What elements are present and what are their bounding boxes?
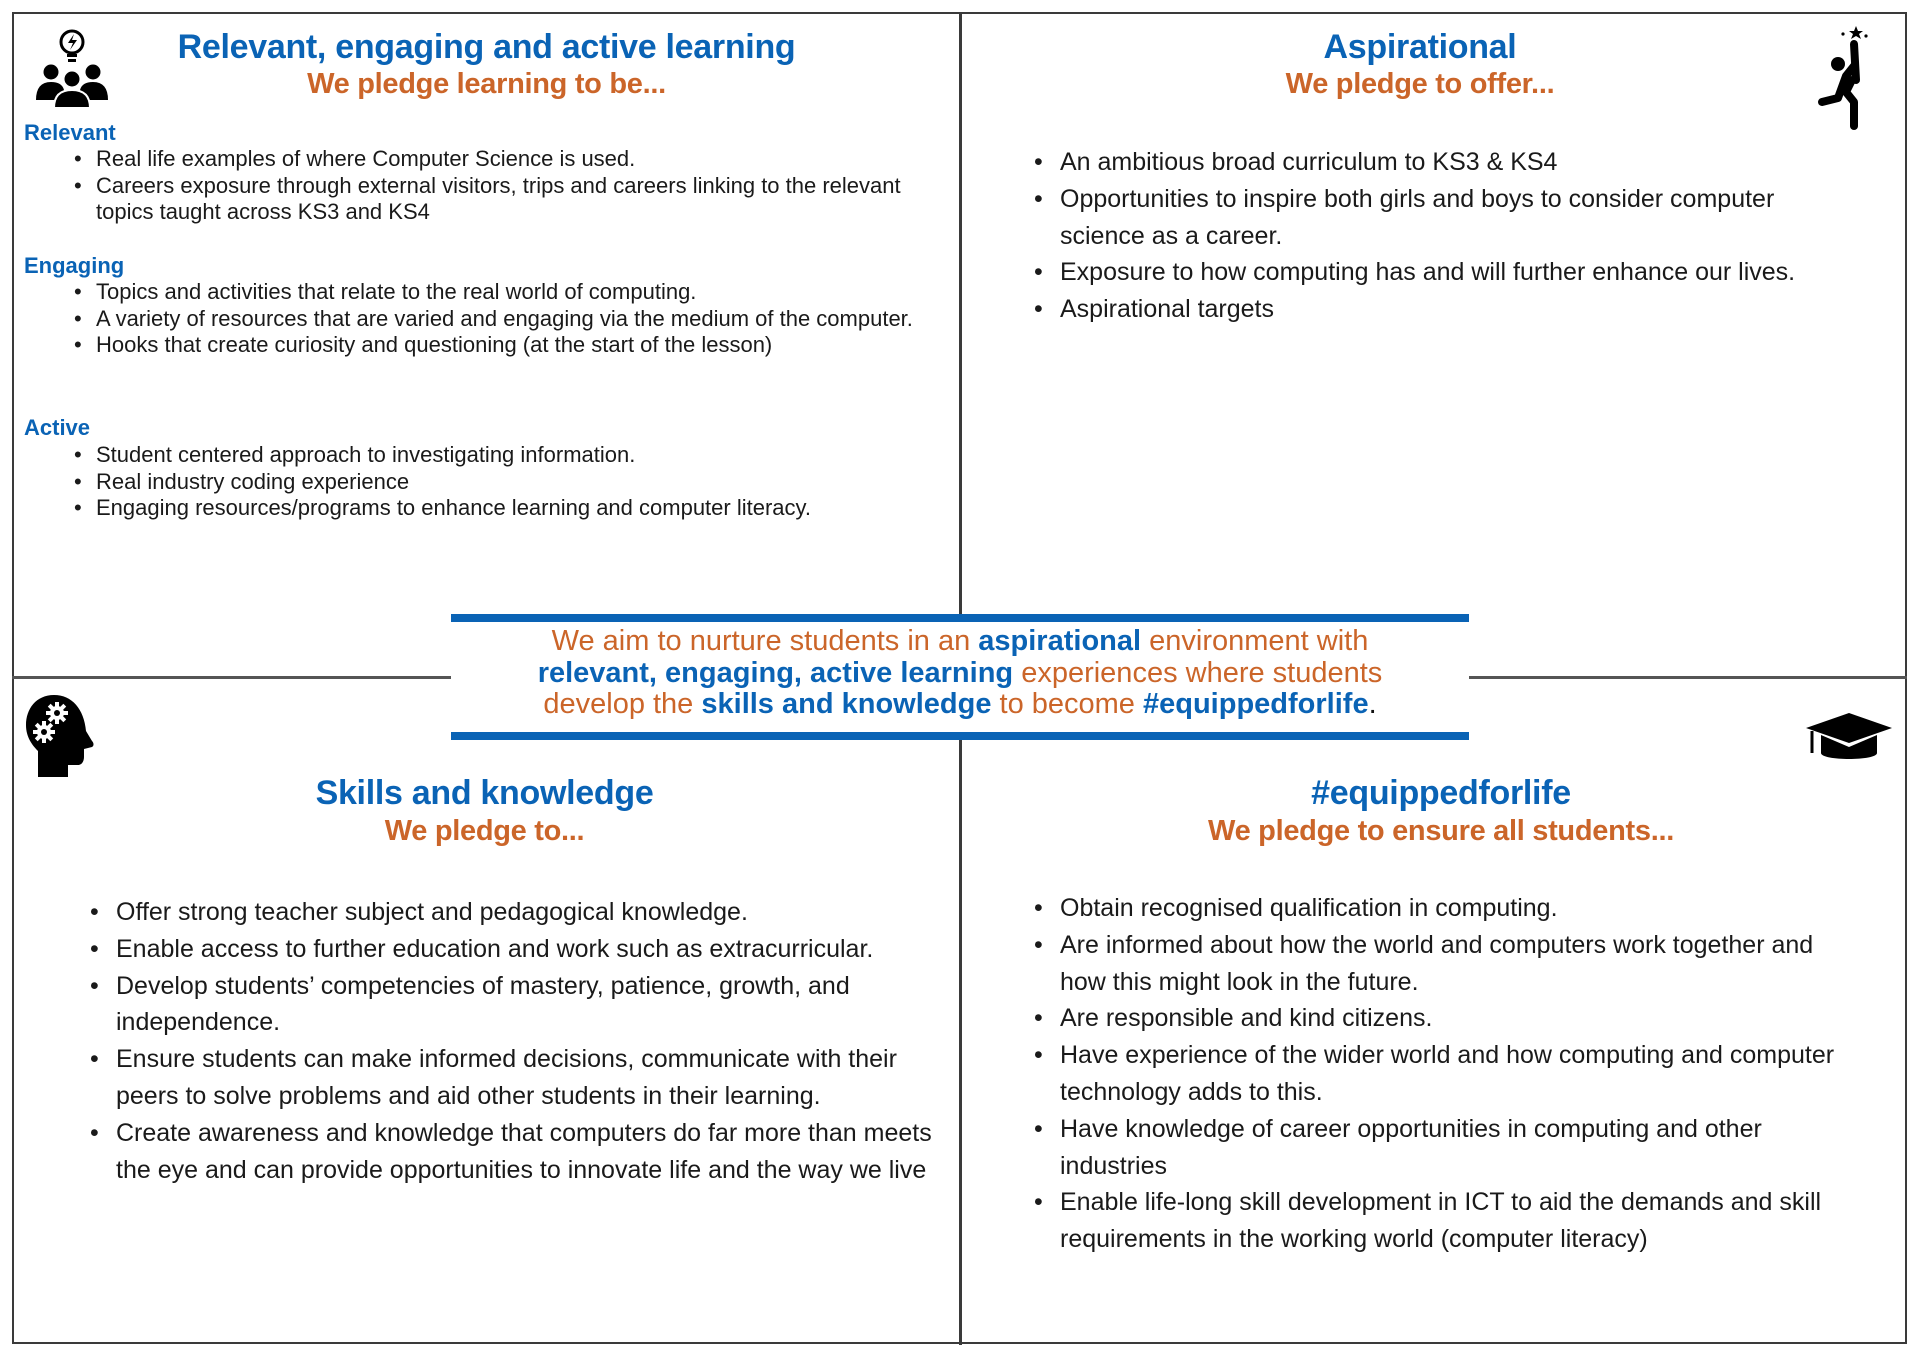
quadrant-skills-knowledge [14, 679, 959, 1343]
quadrant-subtitle: We pledge to... [384, 815, 585, 847]
quadrant-title: Relevant, engaging and active learning [177, 28, 796, 66]
statement-segment: environment with [1141, 625, 1369, 657]
quadrant-equippedforlife [962, 679, 1906, 1343]
statement-highlight: relevant, engaging, active learning [537, 656, 1014, 689]
list-item: • Real life examples of where Computer Science is used. [74, 146, 934, 173]
statement-period: . [1368, 688, 1377, 720]
list-item: • A variety of resources that are varied and engaging via the medium of the computer. [74, 306, 914, 333]
quadrant-title: #equippedforlife [1311, 774, 1571, 812]
list-item: • Opportunities to inspire both girls and boys to consider computer science as a career. [1034, 181, 1854, 255]
section-label-relevant: Relevant [24, 120, 116, 145]
list-item: • Real industry coding experience [74, 469, 954, 496]
banner-bottom-bar [451, 732, 1469, 740]
list-item: • Have experience of the wider world and how computing and computer technology adds to this. [1034, 1037, 1864, 1111]
bullet-list-aspirational [1034, 144, 1854, 328]
list-item: • Are responsible and kind citizens. [1034, 1000, 1864, 1037]
list-item: • Student centered approach to investigating information. [74, 442, 954, 469]
quadrant-subtitle: We pledge to ensure all students... [1208, 815, 1674, 847]
reaching-star-person-icon [1816, 22, 1876, 137]
statement-segment: to become [991, 688, 1143, 720]
list-item: • Offer strong teacher subject and pedagogical knowledge. [90, 894, 940, 931]
list-item: • Enable life-long skill development in ICT to aid the demands and skill requirements in the working world (computer literacy) [1034, 1184, 1864, 1258]
graduation-cap-icon [1804, 711, 1894, 770]
list-item: • Engaging resources/programs to enhance learning and computer literacy. [74, 495, 954, 522]
bullet-list-equippedforlife [1034, 890, 1864, 1258]
statement-highlight: skills and knowledge [701, 688, 992, 720]
section-label-active: Active [24, 415, 91, 440]
quadrant-subtitle: We pledge learning to be... [307, 68, 666, 100]
bullet-list-skills [90, 894, 940, 1188]
list-item: • Exposure to how computing has and will further enhance our lives. [1034, 254, 1854, 291]
quadrant-relevant-engaging-active [14, 14, 959, 676]
statement-segment: We aim to nurture students in an [551, 625, 979, 657]
list-item: • An ambitious broad curriculum to KS3 & KS4 [1034, 144, 1854, 181]
statement-segment: experiences where students [1013, 656, 1383, 689]
list-item: • Create awareness and knowledge that computers do far more than meets the eye and can provide opportunities to innovate life and the way we live [90, 1115, 940, 1189]
quadrant-subtitle: We pledge to offer... [1285, 68, 1555, 100]
bullet-list-engaging [74, 279, 914, 359]
quadrant-title: Skills and knowledge [315, 774, 654, 812]
list-item: • Enable access to further education and work such as extracurricular. [90, 931, 940, 968]
list-item: • Hooks that create curiosity and questioning (at the start of the lesson) [74, 332, 914, 359]
statement-highlight: aspirational [978, 625, 1142, 657]
list-item: • Ensure students can make informed decisions, communicate with their peers to solve problems and aid other students in their learning. [90, 1041, 940, 1115]
section-label-engaging: Engaging [24, 253, 125, 278]
list-item: • Topics and activities that relate to the real world of computing. [74, 279, 914, 306]
list-item: • Aspirational targets [1034, 291, 1854, 328]
list-item: • Careers exposure through external visitors, trips and careers linking to the relevant topics taught across KS3 and KS4 [74, 173, 934, 226]
vision-statement [451, 626, 1469, 721]
list-item: • Develop students’ competencies of mastery, patience, growth, and independence. [90, 968, 940, 1042]
statement-segment: develop the [543, 688, 702, 720]
vision-statement-banner [451, 614, 1469, 740]
bullet-list-relevant [74, 146, 934, 226]
list-item: • Are informed about how the world and computers work together and how this might look in the future. [1034, 927, 1864, 1001]
head-gears-icon [24, 693, 98, 784]
list-item: • Have knowledge of career opportunities in computing and other industries [1034, 1111, 1864, 1185]
statement-highlight: #equippedforlife [1143, 688, 1369, 720]
banner-top-bar [451, 614, 1469, 622]
quadrant-title: Aspirational [1323, 28, 1517, 66]
quadrant-aspirational [962, 14, 1906, 676]
bullet-list-active [74, 442, 954, 522]
list-item: • Obtain recognised qualification in computing. [1034, 890, 1864, 927]
